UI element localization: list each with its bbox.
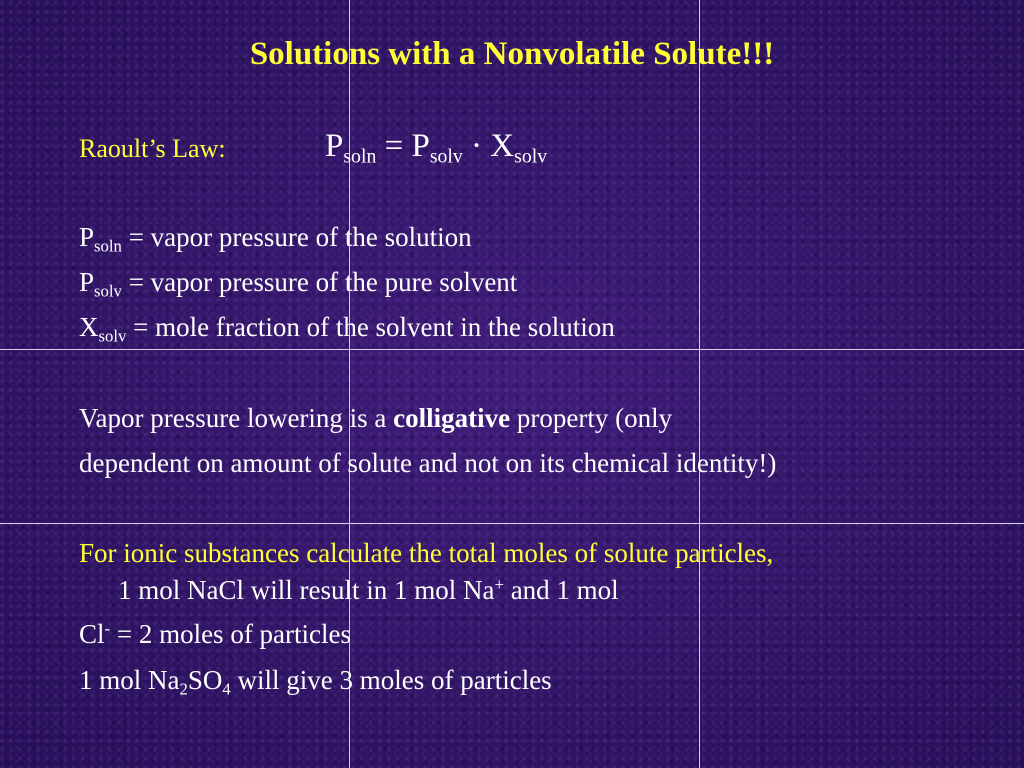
grid-line-vertical xyxy=(349,0,350,768)
colligative-line-1: Vapor pressure lowering is a colligative property (only xyxy=(79,403,673,433)
colligative-line-2: dependent on amount of solute and not on its chemical identity!) xyxy=(79,448,777,478)
grid-line-horizontal xyxy=(0,523,1024,524)
raoult-label: Raoult’s Law: xyxy=(79,134,226,163)
definition-xsolv: $X_{solv}$ = mole fraction of the solvent in the solution xyxy=(79,312,615,346)
slide-title: Solutions with a Nonvolatile Solute!!! xyxy=(249,36,775,72)
definition-psolv: $P_{solv}$ = vapor pressure of the pure solvent xyxy=(79,267,518,301)
ionic-line-4: 1 mol $Na_2SO_4$ will give 3 moles of particles xyxy=(79,665,552,699)
ionic-line-3: Cl- = 2 moles of particles xyxy=(79,619,352,650)
definition-psoln: $P_{soln}$ = vapor pressure of the solution xyxy=(79,222,472,256)
grid-line-horizontal xyxy=(0,349,1024,350)
ionic-line-2: 1 mol NaCl will result in 1 mol Na+ and 1 mol xyxy=(118,575,619,606)
grid-line-vertical xyxy=(699,0,700,768)
ionic-line-1: For ionic substances calculate the total moles of solute particles, xyxy=(79,538,774,568)
raoult-formula: $P_{soln} = P_{solv} \cdot X_{solv}$ xyxy=(325,128,548,168)
